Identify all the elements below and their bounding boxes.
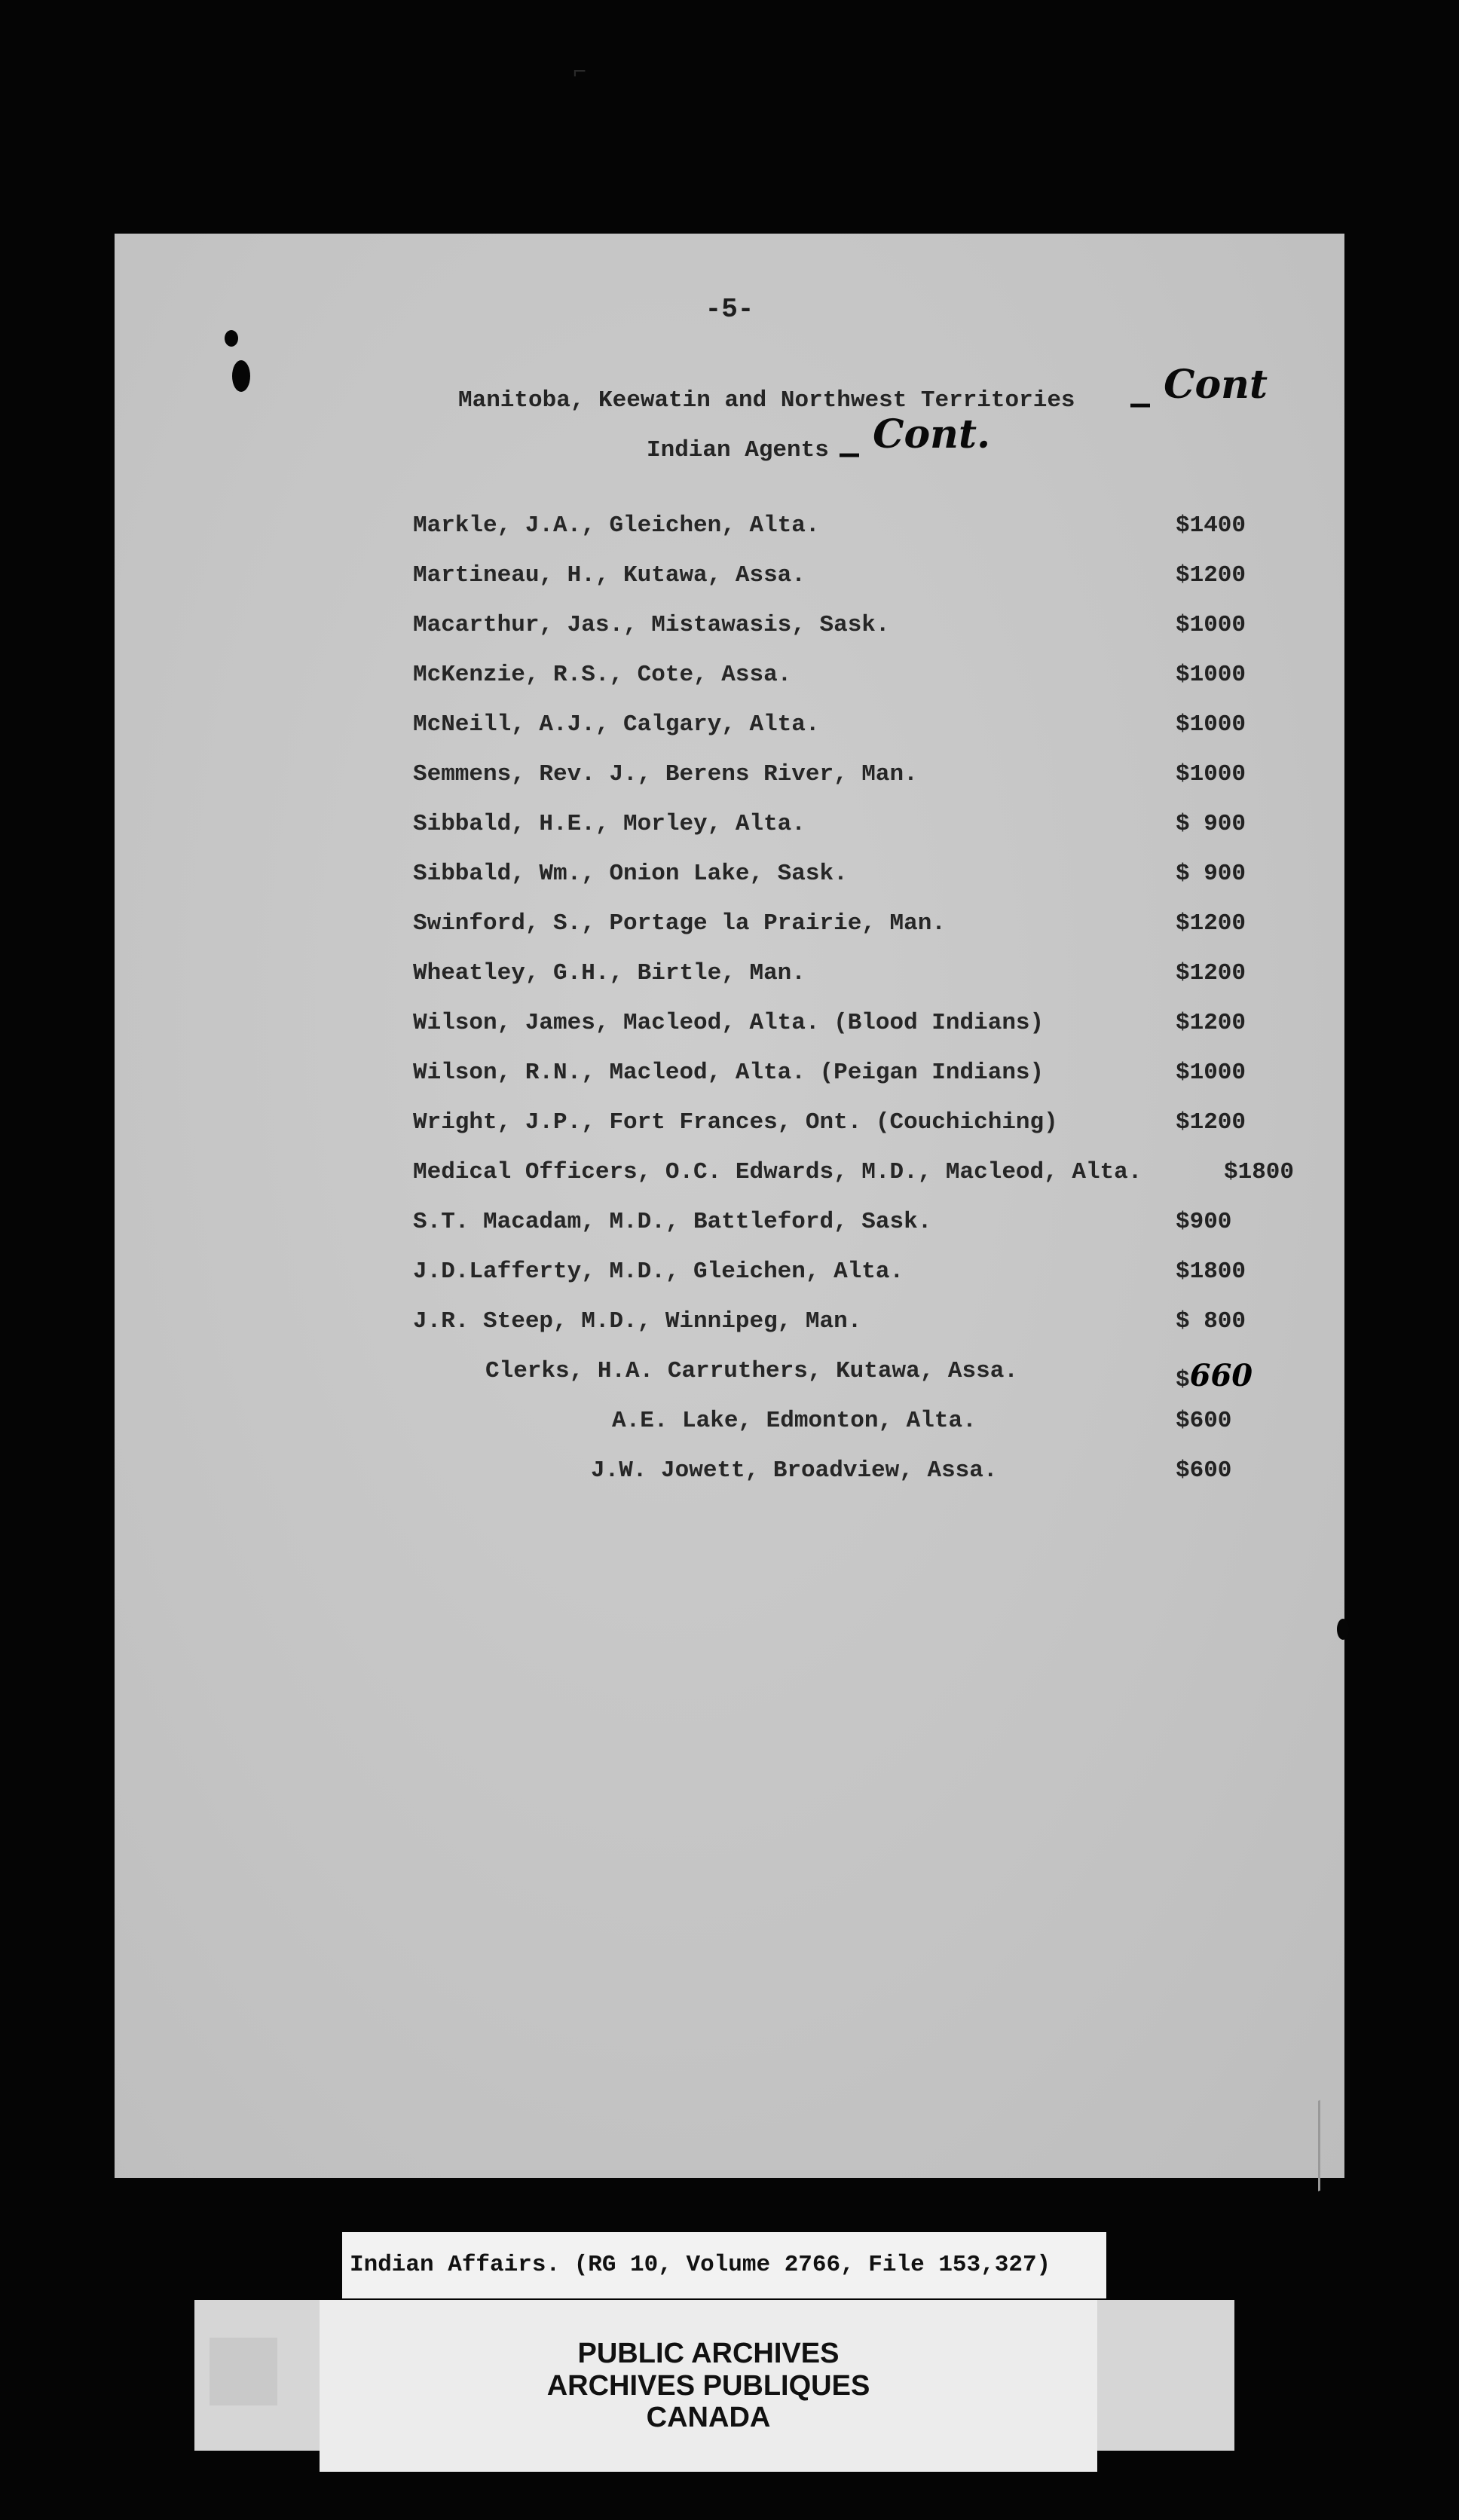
entry-name: Medical Officers, O.C. Edwards, M.D., Macleod, Alta. <box>413 1159 1142 1185</box>
entry-name: J.R. Steep, M.D., Winnipeg, Man. <box>413 1308 862 1335</box>
strip-block <box>210 2338 277 2405</box>
entry-name: Wilson, James, Macleod, Alta. (Blood Indians) <box>413 1010 1045 1036</box>
entry-amount: $1000 <box>1176 612 1246 638</box>
entry-amount-dollar: $ <box>1176 1367 1190 1393</box>
archive-reference-label: Indian Affairs. (RG 10, Volume 2766, File 153,327) <box>342 2232 1106 2298</box>
entry-amount: $1400 <box>1176 512 1246 539</box>
entry-name: Sibbald, H.E., Morley, Alta. <box>413 811 806 837</box>
entry-amount: $ 900 <box>1176 811 1246 837</box>
entry-amount: $1200 <box>1176 910 1246 937</box>
entry-name: J.W. Jowett, Broadview, Assa. <box>591 1457 998 1484</box>
entry-amount: $1800 <box>1176 1258 1246 1285</box>
heading-region: Manitoba, Keewatin and Northwest Territories <box>458 387 1075 414</box>
document-page <box>115 234 1344 2178</box>
page-number: -5- <box>705 294 754 325</box>
entry-name: Wright, J.P., Fort Frances, Ont. (Couchiching) <box>413 1109 1058 1136</box>
entry-name: Clerks, H.A. Carruthers, Kutawa, Assa. <box>485 1358 1018 1384</box>
entry-name: Sibbald, Wm., Onion Lake, Sask. <box>413 861 848 887</box>
entry-amount: $1200 <box>1176 1109 1246 1136</box>
stamp-line: PUBLIC ARCHIVES <box>577 2338 840 2370</box>
entry-amount: $1000 <box>1176 711 1246 738</box>
entry-name: Wheatley, G.H., Birtle, Man. <box>413 960 806 986</box>
entry-amount: $1200 <box>1176 562 1246 589</box>
entry-amount: $1000 <box>1176 761 1246 788</box>
stamp-line: CANADA <box>646 2402 771 2434</box>
entry-amount: $ 800 <box>1176 1308 1246 1335</box>
entry-name: McKenzie, R.S., Cote, Assa. <box>413 662 792 688</box>
punch-hole <box>232 360 250 392</box>
stamp-line: ARCHIVES PUBLIQUES <box>546 2369 870 2402</box>
entry-amount <box>1176 1358 1253 1393</box>
entry-name: S.T. Macadam, M.D., Battleford, Sask. <box>413 1209 932 1235</box>
handwritten-amount: 660 <box>1189 1358 1253 1393</box>
entry-amount: $600 <box>1176 1457 1232 1484</box>
entry-name: Wilson, R.N., Macleod, Alta. (Peigan Indians) <box>413 1060 1045 1086</box>
entry-name: J.D.Lafferty, M.D., Gleichen, Alta. <box>413 1258 904 1285</box>
entry-amount: $ 900 <box>1176 861 1246 887</box>
entry-name: McNeill, A.J., Calgary, Alta. <box>413 711 820 738</box>
entry-name: Macarthur, Jas., Mistawasis, Sask. <box>413 612 890 638</box>
archives-stamp <box>320 2300 1097 2472</box>
entry-name: A.E. Lake, Edmonton, Alta. <box>612 1408 977 1434</box>
punch-hole <box>225 330 238 347</box>
handwritten-cont-1: _ Cont <box>1130 362 1268 408</box>
entry-amount: $1000 <box>1176 1060 1246 1086</box>
entry-name: Martineau, H., Kutawa, Assa. <box>413 562 806 589</box>
entry-amount: $1200 <box>1176 960 1246 986</box>
entry-name: Swinford, S., Portage la Prairie, Man. <box>413 910 946 937</box>
entry-name: Markle, J.A., Gleichen, Alta. <box>413 512 820 539</box>
entry-amount: $1800 <box>1224 1159 1295 1185</box>
page-tear <box>1318 2089 1350 2191</box>
entry-name: Semmens, Rev. J., Berens River, Man. <box>413 761 918 788</box>
handwritten-cont-2: _ Cont. <box>840 411 991 457</box>
entry-amount: $1000 <box>1176 662 1246 688</box>
heading-section: Indian Agents <box>647 437 829 463</box>
entry-amount: $600 <box>1176 1408 1232 1434</box>
binder-hole <box>1337 1619 1349 1640</box>
scan-artifact: ⌐ <box>573 60 587 86</box>
entry-amount: $1200 <box>1176 1010 1246 1036</box>
entry-amount: $900 <box>1176 1209 1232 1235</box>
